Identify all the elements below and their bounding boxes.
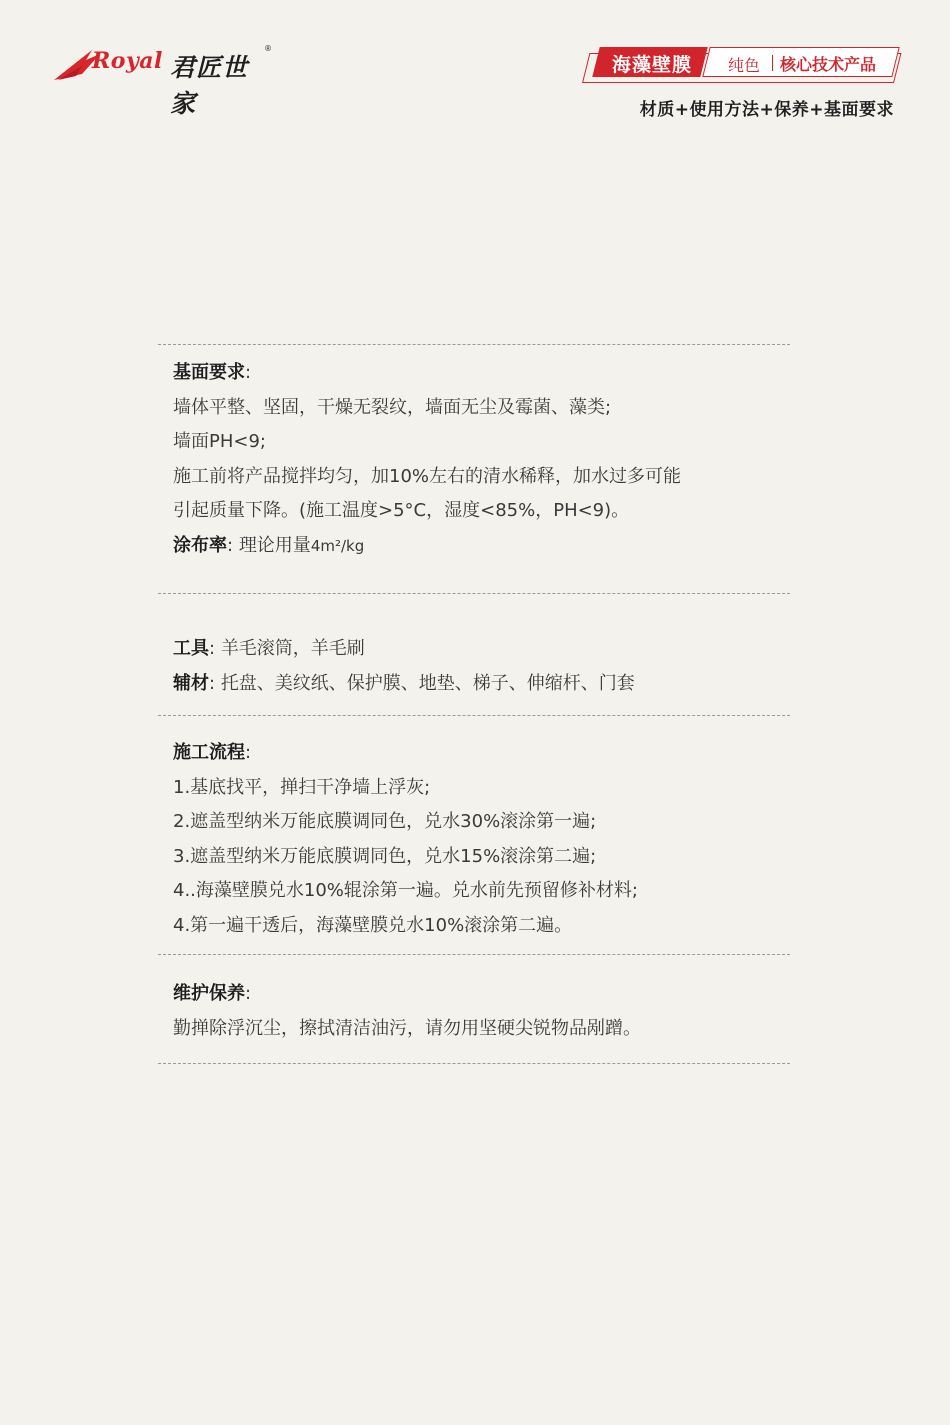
brand-latin-name: Royal bbox=[92, 48, 163, 74]
aux-materials-value: 托盘、美纹纸、保护膜、地垫、梯子、伸缩杆、门套 bbox=[220, 672, 635, 694]
text-line: 墙体平整、坚固，干燥无裂纹，墙面无尘及霉菌、藻类; bbox=[173, 396, 612, 418]
process-heading: 施工流程 bbox=[173, 742, 245, 763]
label-separator bbox=[772, 55, 773, 71]
product-name: 海藻壁膜 bbox=[611, 54, 692, 76]
section-heading-line: 施工流程: bbox=[173, 742, 252, 763]
maintenance-heading: 维护保养 bbox=[173, 983, 245, 1004]
base-requirements-section bbox=[173, 356, 793, 563]
divider bbox=[158, 344, 790, 345]
coverage-text: 理论用量 bbox=[238, 534, 311, 556]
text-line: 引起质量下降。(施工温度>5°C，湿度<85%，PH<9)。 bbox=[173, 500, 630, 521]
section-heading-line: 维护保养: bbox=[173, 983, 252, 1004]
product-header-tag bbox=[582, 47, 902, 83]
divider bbox=[158, 1063, 790, 1064]
divider bbox=[158, 715, 790, 716]
page-subtitle: 材质+使用方法+保养+基面要求 bbox=[639, 100, 894, 120]
maintenance-text: 勤掸除浮沉尘，擦拭清洁油污，请勿用坚硬尖锐物品剐蹭。 bbox=[173, 1017, 641, 1039]
process-step: 4.第一遍干透后，海藻壁膜兑水10%滚涂第二遍。 bbox=[173, 914, 573, 936]
base-requirements-heading: 基面要求 bbox=[173, 362, 245, 383]
text-line: 施工前将产品搅拌均匀，加10%左右的清水稀释，加水过多可能 bbox=[173, 465, 682, 487]
section-heading-line: 基面要求: bbox=[173, 362, 252, 383]
color-label: 纯色 bbox=[728, 56, 761, 75]
text-line: 墙面PH<9; bbox=[173, 431, 266, 452]
aux-materials-line: 辅材: 托盘、美纹纸、保护膜、地垫、梯子、伸缩杆、门套 bbox=[173, 672, 635, 694]
process-step: 2.遮盖型纳米万能底膜调同色，兑水30%滚涂第一遍; bbox=[173, 811, 597, 832]
coverage-value: 4m²/kg bbox=[310, 536, 365, 555]
process-step: 3.遮盖型纳米万能底膜调同色，兑水15%滚涂第二遍; bbox=[173, 845, 597, 867]
process-section bbox=[173, 736, 793, 943]
core-tech-label: 核心技术产品 bbox=[780, 55, 877, 74]
divider bbox=[158, 593, 790, 594]
coverage-line: 涂布率: 理论用量4m²/kg bbox=[173, 534, 365, 556]
brand-logo bbox=[52, 44, 272, 118]
divider bbox=[158, 954, 790, 955]
maintenance-section bbox=[173, 977, 793, 1046]
process-step: 1.基底找平，掸扫干净墙上浮灰; bbox=[173, 776, 431, 798]
coverage-label: 涂布率 bbox=[173, 534, 227, 556]
process-step: 4..海藻壁膜兑水10%辊涂第一遍。兑水前先预留修补材料; bbox=[173, 880, 638, 901]
tools-section bbox=[173, 632, 793, 701]
brand-chinese-name: 君匠世家 bbox=[170, 53, 249, 118]
tools-value: 羊毛滚筒，羊毛刷 bbox=[220, 638, 365, 659]
aux-materials-label: 辅材 bbox=[173, 672, 209, 694]
registered-mark: ® bbox=[264, 44, 272, 53]
tools-line: 工具: 羊毛滚筒，羊毛刷 bbox=[173, 638, 365, 659]
tools-label: 工具 bbox=[173, 638, 209, 659]
